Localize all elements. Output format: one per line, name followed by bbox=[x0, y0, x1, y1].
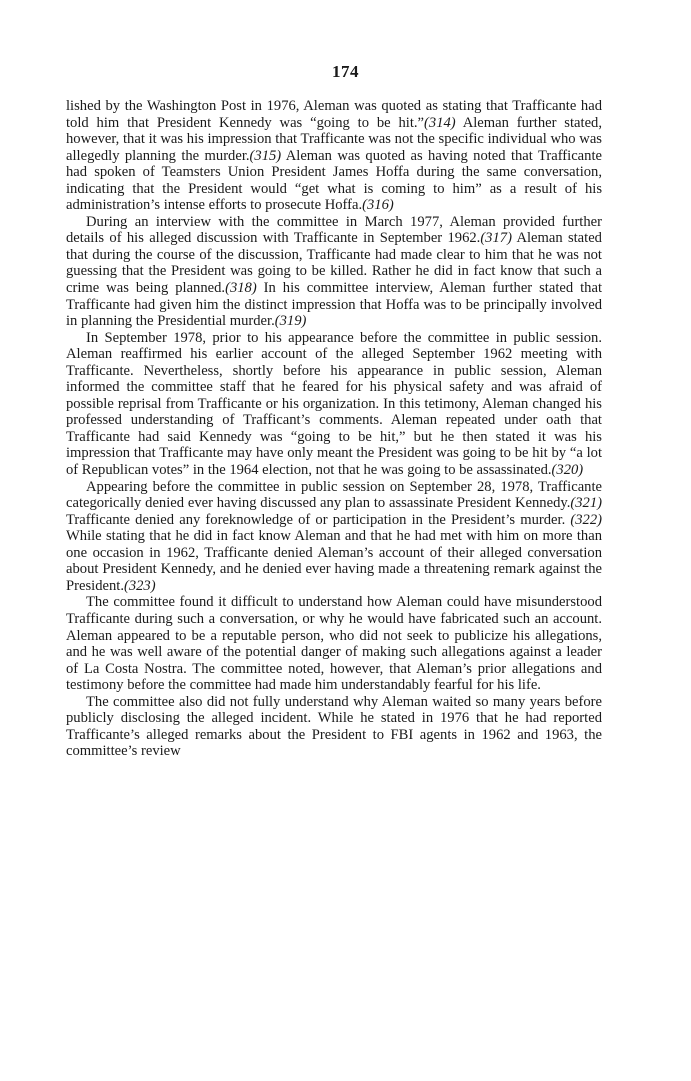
paragraph-text: While stating that he did in fact know Aleman and that he had met with him on more than one occasion in 1962, Trafficante denied Aleman’s account of their alleged conversation about President Kennedy, and he denied ever having made a threatening remark against the President. bbox=[66, 528, 602, 594]
body-text bbox=[66, 98, 602, 760]
paragraph-5 bbox=[66, 594, 602, 693]
footnote-reference: (321) bbox=[570, 495, 602, 512]
footnote-reference: (319) bbox=[274, 313, 307, 330]
paragraph-text: Aleman was quoted as having noted that Trafficante had spoken of Teamsters Union President James Hoffa during the same conversation, indicating that the President would “get what is coming to him” as a result of his administration’s intense efforts to prosecute Hoffa. bbox=[66, 147, 602, 214]
footnote-reference: (320) bbox=[551, 462, 584, 479]
paragraph-text: Appearing before the committee in public session on September 28, 1978, Trafficante categorically denied ever having discussed any plan to assassinate President Kennedy. bbox=[66, 478, 602, 512]
footnote-reference: (315) bbox=[249, 147, 282, 164]
paragraph-text: Aleman further stated, however, that it was his impression that Trafficante was not the specific individual who was allegedly planning the murder. bbox=[66, 114, 602, 164]
paragraph-text: Aleman stated that during the course of the discussion, Trafficante had made clear to him that he was not guessing that the President was going to be killed. Rather he did in fact know that such a crime was being planned. bbox=[66, 230, 602, 297]
footnote-reference: (317) bbox=[480, 230, 512, 247]
footnote-reference: (323) bbox=[123, 577, 156, 594]
paragraph-text: The committee also did not fully understand why Aleman waited so many years before publicly disclosing the alleged incident. While he stated in 1976 that he had reported Trafficante’s alleged remarks about the President to FBI agents in 1962 and 1963, the committee’s review bbox=[66, 693, 602, 760]
paragraph-text: lished by the Washington Post in 1976, Aleman was quoted as stating that Trafficante had told him that President Kennedy was “going to be hit.” bbox=[66, 98, 602, 131]
paragraph-2 bbox=[66, 214, 602, 330]
paragraph-text: In his committee interview, Aleman further stated that Trafficante had given him the distinct impression that Hoffa was to be principally involved in planning the Presidential murder. bbox=[66, 280, 602, 330]
footnote-reference: (318) bbox=[225, 280, 257, 297]
paragraph-text: During an interview with the committee in March 1977, Aleman provided further details of his alleged discussion with Trafficante in September 1962. bbox=[66, 213, 602, 247]
paragraph-4 bbox=[66, 479, 602, 595]
footnote-reference: (322) bbox=[570, 511, 602, 528]
paragraph-text: Trafficante denied any foreknowledge of or participation in the President’s murder. bbox=[66, 511, 571, 528]
footnote-reference: (314) bbox=[424, 114, 456, 131]
paragraph-1 bbox=[66, 98, 602, 214]
footnote-reference: (316) bbox=[362, 197, 394, 214]
page-number: 174 bbox=[332, 62, 359, 81]
paragraph-text: In September 1978, prior to his appearance before the committee in public session. Aleman reaffirmed his earlier account of the alleged September 1962 meeting with Trafficante. Nevertheless, shortly before his appearance in public session, Aleman informed the committee staff that he feared for his physical safety and was afraid of possible reprisal from Trafficante or his organization. In this tetimony, Aleman changed his professed understanding of Trafficant’s comments. Aleman repeated under oath that Trafficante had said Kennedy was “going to be hit,” but he then stated it was his impression that Trafficante may have only meant the President was going to be hit by “a lot of Republican votes” in the 1964 election, not that he was going to be assassinated. bbox=[66, 329, 602, 479]
paragraph-3 bbox=[66, 330, 602, 479]
paragraph-text: The committee found it difficult to understand how Aleman could have misunderstood Trafficante during such a conversation, or why he would have fabricated such an account. Aleman appeared to be a reputable person, who did not seek to publicize his allegations, and he was well aware of the potential danger of making such allegations against a leader of La Costa Nostra. The committee noted, however, that Aleman’s prior allegations and testimony before the committee had made him understandably fearful for his life. bbox=[66, 594, 602, 694]
paragraph-6 bbox=[66, 694, 602, 760]
